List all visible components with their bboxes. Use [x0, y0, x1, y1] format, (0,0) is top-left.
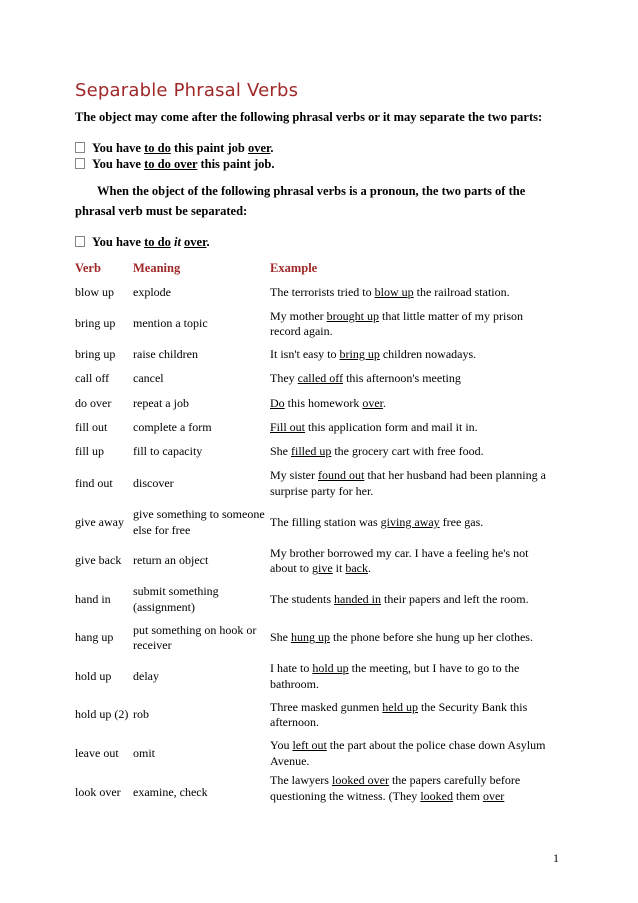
table-row [75, 391, 550, 416]
example-cell: You left out the part about the police chase down Asylum Avenue. [270, 738, 546, 768]
example-cell: She hung up the phone before she hung up her clothes. [270, 630, 533, 645]
example-cell: She filled up the grocery cart with free food. [270, 444, 484, 459]
meaning-cell: explode [133, 285, 171, 300]
example-cell: They called off this afternoon's meeting [270, 371, 461, 386]
bullet-item [75, 235, 210, 250]
meaning-cell: give something to someone else for free [133, 507, 265, 537]
verb-cell: call off [75, 371, 110, 386]
example-cell: My brother borrowed my car. I have a feeling he's not about to give it back. [270, 545, 529, 575]
meaning-cell: fill to capacity [133, 444, 203, 459]
meaning-cell: cancel [133, 371, 164, 386]
table-row [75, 440, 550, 464]
table-row [75, 305, 550, 343]
example-cell: I hate to hold up the meeting, but I have to go to the bathroom. [270, 661, 520, 691]
verb-cell: do over [75, 395, 112, 410]
verb-cell: hang up [75, 630, 114, 645]
meaning-cell: examine, check [133, 784, 208, 799]
meaning-cell: omit [133, 745, 156, 760]
verb-cell: leave out [75, 745, 119, 760]
table-row [75, 416, 550, 440]
bullet-item [75, 157, 274, 172]
table-row [75, 367, 550, 391]
verb-cell: hold up (2) [75, 707, 129, 722]
meaning-cell: mention a topic [133, 316, 208, 331]
verb-cell: hold up [75, 668, 112, 683]
table-row [75, 542, 550, 580]
page-title: Separable Phrasal Verbs [75, 80, 299, 101]
verb-cell: bring up [75, 347, 116, 362]
verb-cell: look over [75, 784, 121, 799]
verb-cell: fill up [75, 444, 104, 459]
intro-text: The object may come after the following phrasal verbs or it may separate the two parts: [75, 110, 543, 124]
bullet-text: You have to do it over. [92, 235, 210, 249]
verb-cell: bring up [75, 316, 116, 331]
table-row [75, 773, 550, 812]
meaning-cell: discover [133, 475, 174, 490]
bullet-text: You have to do over this paint job. [92, 157, 275, 171]
table-row [75, 464, 550, 503]
page-number: 1 [553, 851, 559, 865]
meaning-cell: complete a form [133, 420, 212, 435]
verb-cell: find out [75, 475, 113, 490]
example-cell: My sister found out that her husband had been planning a surprise party for her. [270, 468, 546, 498]
table-row [75, 343, 550, 367]
checkbox-glyph-icon [75, 158, 85, 169]
meaning-cell: return an object [133, 553, 209, 568]
example-cell: The filling station was giving away free gas. [270, 514, 484, 529]
example-cell: My mother brought up that little matter of my prison record again. [270, 308, 523, 338]
example-cell: Do this homework over. [270, 395, 387, 410]
table-row [75, 503, 550, 542]
example-cell: It isn't easy to bring up children nowadays. [270, 347, 477, 362]
table-row [75, 281, 550, 305]
bullet-text: You have to do this paint job over. [92, 141, 274, 155]
checkbox-glyph-icon [75, 236, 85, 247]
column-header-verb: Verb [75, 261, 101, 275]
table-row [75, 657, 550, 696]
example-cell: Fill out this application form and mail it in. [270, 420, 478, 435]
verb-cell: give away [75, 514, 124, 529]
verb-cell: blow up [75, 285, 114, 300]
example-cell: The terrorists tried to blow up the railroad station. [270, 285, 510, 300]
meaning-cell: repeat a job [133, 395, 189, 410]
checkbox-glyph-icon [75, 142, 85, 153]
column-header-example: Example [270, 261, 318, 275]
meaning-cell: delay [133, 668, 159, 683]
meaning-cell: rob [133, 707, 149, 722]
meaning-cell: raise children [133, 347, 198, 362]
meaning-cell: put something on hook or receiver [133, 622, 257, 652]
verb-cell: hand in [75, 591, 111, 606]
pronoun-rule-paragraph: When the object of the following phrasal verbs is a pronoun, the two parts of the phrasal verb must be separated: [75, 184, 526, 218]
verb-cell: give back [75, 553, 122, 568]
phrasal-verbs-table [75, 281, 550, 812]
verb-cell: fill out [75, 420, 108, 435]
table-row [75, 696, 550, 734]
table-row [75, 619, 550, 657]
example-cell: The lawyers looked over the papers carefully before questioning the witness. (They looked them over [270, 773, 521, 803]
example-cell: The students handed in their papers and left the room. [270, 591, 529, 606]
column-header-meaning: Meaning [133, 261, 181, 275]
table-row [75, 734, 550, 773]
table-row [75, 580, 550, 619]
bullet-item [75, 141, 274, 156]
meaning-cell: submit something (assignment) [133, 584, 219, 614]
example-cell: Three masked gunmen held up the Security Bank this afternoon. [270, 699, 528, 729]
